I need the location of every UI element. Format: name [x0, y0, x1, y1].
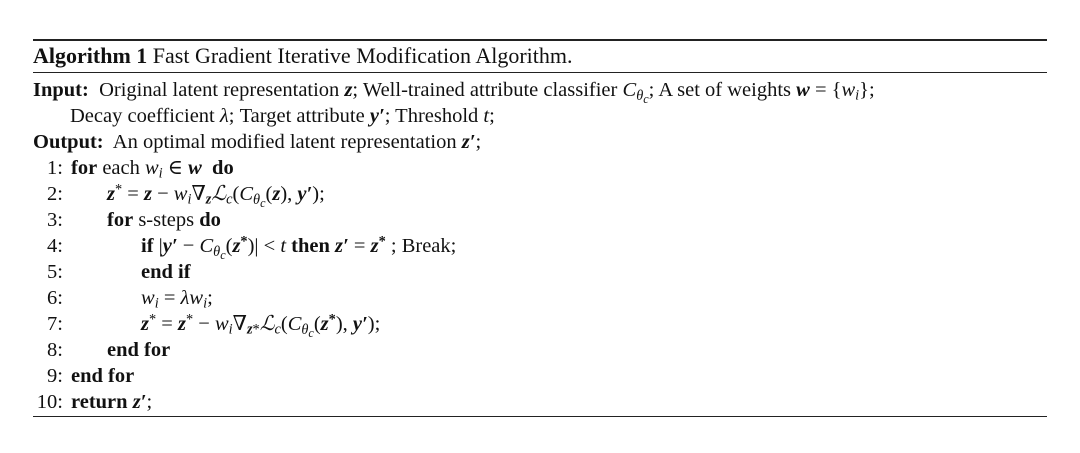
line-content: return z′;	[71, 391, 153, 413]
line-number: 10:	[36, 391, 63, 413]
algorithm-name: Fast Gradient Iterative Modification Algorithm.	[152, 43, 573, 68]
line-number: 2:	[47, 183, 63, 205]
header-rule	[33, 72, 1047, 73]
line-number: 8:	[47, 339, 63, 361]
line-content: for s-steps do	[107, 209, 221, 231]
line-content: end for	[107, 339, 171, 361]
output-text: An optimal modified latent representation z′;	[112, 131, 482, 153]
line-number: 9:	[47, 365, 63, 387]
line-number: 6:	[47, 287, 63, 309]
line-content: end if	[141, 261, 191, 283]
input-line-2	[70, 103, 495, 129]
input-line-1	[33, 77, 875, 106]
input-label: Input:	[33, 79, 89, 101]
output-label: Output:	[33, 131, 104, 153]
algorithm-title	[33, 41, 573, 71]
algorithm-label: Algorithm 1	[33, 43, 148, 68]
line-number: 5:	[47, 261, 63, 283]
output-line	[33, 129, 481, 155]
line-number: 7:	[47, 313, 63, 335]
line-number: 4:	[47, 235, 63, 257]
line-content: end for	[71, 365, 135, 387]
input-text-1: Original latent representation z; Well-trained attribute classifier $C_{\theta_c}$; A set of weights $w = \{w_i\}$;	[99, 79, 875, 106]
line-content: $z^* = z - w_i\nabla_zℒ_c(C_{\theta_c}(z)$, y′);	[107, 181, 325, 210]
line-content: $w_i = \lambda w_i$;	[141, 287, 213, 312]
line-number: 3:	[47, 209, 63, 231]
input-text-2: Decay coefficient λ; Target attribute y′; Threshold t;	[70, 105, 495, 127]
line-content: for each $w_i$ ∈ w do	[71, 157, 234, 182]
line-number: 1:	[47, 157, 63, 179]
line-content: if $|y' - C_{\theta_c}(z^*)| < t$ then z′ = z* ; Break;	[141, 233, 457, 262]
bottom-rule	[33, 416, 1047, 417]
line-content: $z^* = z^* - w_i\nabla_{z*}ℒ_c(C_{\theta_c}(z^*)$, y′);	[141, 311, 381, 340]
